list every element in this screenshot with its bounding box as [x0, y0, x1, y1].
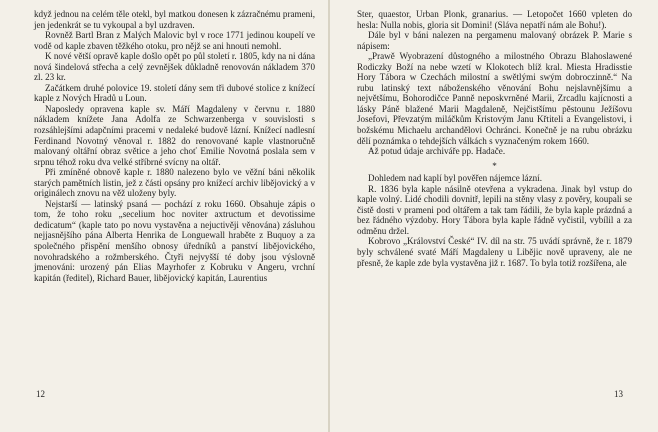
left-page-text — [34, 9, 315, 283]
section-separator: * — [492, 160, 497, 171]
paragraph: Až potud údaje archiváře pp. Hadače. — [368, 146, 506, 157]
page-number-left: 12 — [36, 389, 45, 399]
paragraph: Dohledem nad kaplí byl pověřen nájemce lázní. — [368, 173, 542, 184]
paragraph: Ster, quaestor, Urban Plonk, granarius. — Letopočet 1660 vpleten do hesla: Nulla nobis, gloria sit Domini! (Sláva nepatří nám ale Bohu!). — [357, 9, 632, 30]
quoted-inscription: „Prawě Wyobrazení důstogného a milostného Obrazu Blahoslawené Rodiczky Boží na nebe wzetí w Klokotech blíž kral. Miesta Hradisstie Hory Tábora w Czechách milostní a swětlými swým dobroczinně.“ Na rubu latinský text náboženského věnování Bohu nejslavnějšímu a největšímu, Bohorodičce Panně neposkvrněné Marii, Zrcadlu kajícnosti a lásky Páně blažené Marii Magdaleně, Nejčistšímu pěstounu Ježíšovu Josefovi, Převzatým miláčkům Kristovým Janu Křtiteli a Evangelistovi, i božskému Michaelu archandělovi Ochránci. Konečně je na rubu obrázku dělí poznámka o tehdejších válkách s vyznačeným rokem 1660. — [357, 51, 632, 146]
paragraph: Nejstarší — latinský psaná — pochází z roku 1660. Obsahuje zápis o tom, že toho roku „secelium hoc noviter axtructum et devotissime dedicatum“ (kaple tato po novu vystavěna a nejuctivěji věnována) zásluhou nejjasnějšího pána Alberta Henrika de Longuewall hraběte z Buquoy a za společného přispění menšího obnosy úředníků a panství libějovického, novohradského a rožmberského. Čtyři nejvyšší té doby jsou výslovně jmenováni: urozený pán Elias Mayrhofer z Kobruku v Angeru, vrchní kapitán (ředitel), Richard Bauer, libějovický kapitán, Laurentius — [34, 198, 315, 283]
paragraph: Dále byl v báni nalezen na pergamenu malovaný obrázek P. Marie s nápisem: — [357, 30, 632, 51]
page-number-right: 13 — [614, 389, 623, 399]
paragraph: R. 1836 byla kaple násilně otevřena a vykradena. Jinak byl vstup do kaple volný. Lidé chodili dovnitř, lepili na stěny vlasy z pověry, koupali se čistě dosti v prameni pod oltářem a tak tam řádili, že byla kaple prázdná a bez řádného výzdoby. Hory Tábora byla kaple řádně vyčistil, vybílil a za odměnu držel. — [357, 183, 632, 236]
paragraph: Začátkem druhé polovice 19. století dány sem tři dubové stolice z knížecí kaple z Nových Hradů u Loun. — [34, 82, 315, 104]
right-page — [329, 0, 658, 432]
right-page-text — [357, 9, 632, 268]
paragraph: když jednou na celém těle otekl, byl matkou donesen k zázračnému prameni, jen jedenkrát se tu vykoupal a byl uzdraven. — [34, 9, 315, 30]
paragraph: Rovněž Bartl Bran z Malých Malovic byl v roce 1771 jedinou koupelí ve vodě od kaple zbaven těžkého otoku, pro nějž se ani hnouti nemohl. — [34, 30, 315, 51]
paragraph: Naposledy opravena kaple sv. Máří Magdaleny v červnu r. 1880 nákladem knížete Jana Adolfa ze Schwarzenberga v souvislosti s rozsáhlejšími adapčními pracemi v nedaleké budově lázní. Knížecí nadlesní Ferdinand Novotný věnoval r. 1882 do renovované kaple vlastnoručně malovaný oltářní obraz světice a jeho choť Emilie Novotná poslala sem v srpnu téhož roku dva velké stříbrné svícny na oltář. — [34, 103, 315, 167]
paragraph: K nové větší opravě kaple došlo opět po půl století r. 1805, kdy na ni dána nová šindelová střecha a celý zevnějšek důkladně renovován nákladem 370 zl. 23 kr. — [34, 51, 315, 83]
paragraph: Kobrovo „Království České“ IV. díl na str. 75 uvádí správně, že r. 1879 byly schválené svaté Máří Magdaleny u Libějic nově upraveny, ale ne přesně, že kaple zde byla vystavěna již r. 1687. To byla totiž rozšířena, ale — [357, 236, 632, 268]
paragraph: Při zmíněné obnově kaple r. 1880 nalezeno bylo ve věžní báni několik starých pamětních listin, jež z části opsány pro knížecí archiv libějovický a v originálech znovu na věž uloženy byly. — [34, 167, 315, 199]
